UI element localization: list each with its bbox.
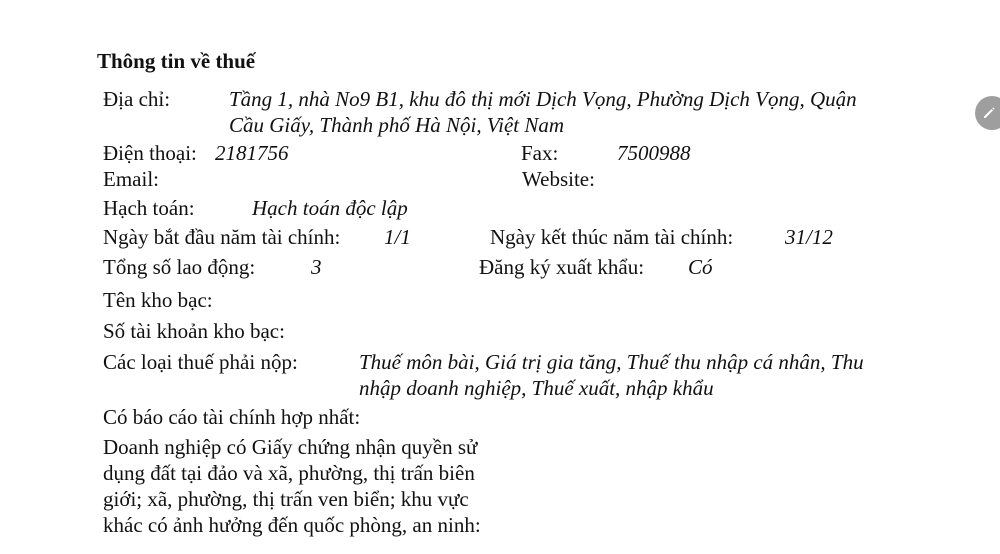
treasury-account-label: Số tài khoản kho bạc:: [103, 319, 285, 343]
address-line-2: Cầu Giấy, Thành phố Hà Nội, Việt Nam: [229, 113, 565, 137]
address-label: Địa chỉ:: [103, 87, 171, 111]
phone-label: Điện thoại:: [103, 141, 197, 165]
website-label: Website:: [522, 167, 595, 191]
taxes-line-1: Thuế môn bài, Giá trị gia tăng, Thuế thu nhập cá nhân, Thu: [359, 350, 864, 374]
fiscal-end-label: Ngày kết thúc năm tài chính:: [490, 225, 734, 249]
export-label: Đăng ký xuất khẩu:: [479, 255, 645, 279]
employees-label: Tổng số lao động:: [103, 255, 256, 279]
edit-button[interactable]: [975, 96, 1000, 130]
fiscal-end-value: 31/12: [785, 225, 833, 249]
taxes-line-2: nhập doanh nghiệp, Thuế xuất, nhập khẩu: [359, 376, 714, 400]
land-cert-line-4: khác có ảnh hưởng đến quốc phòng, an ninh:: [103, 513, 481, 537]
accounting-value: Hạch toán độc lập: [252, 196, 408, 220]
land-cert-line-2: dụng đất tại đảo và xã, phường, thị trấn biên: [103, 461, 475, 485]
export-value: Có: [688, 255, 713, 279]
phone-value: 2181756: [215, 141, 289, 165]
accounting-label: Hạch toán:: [103, 196, 195, 220]
taxes-label: Các loại thuế phải nộp:: [103, 350, 298, 374]
land-cert-line-1: Doanh nghiệp có Giấy chứng nhận quyền sử: [103, 435, 478, 459]
employees-value: 3: [311, 255, 322, 279]
treasury-name-label: Tên kho bạc:: [103, 288, 213, 312]
section-title: Thông tin về thuế: [97, 49, 256, 73]
address-line-1: Tầng 1, nhà No9 B1, khu đô thị mới Dịch Vọng, Phường Dịch Vọng, Quận: [229, 87, 857, 111]
fax-value: 7500988: [617, 141, 691, 165]
email-label: Email:: [103, 167, 159, 191]
land-cert-line-3: giới; xã, phường, thị trấn ven biển; khu vực: [103, 487, 469, 511]
fax-label: Fax:: [521, 141, 559, 165]
pencil-icon: [981, 105, 997, 121]
fiscal-start-value: 1/1: [384, 225, 411, 249]
fiscal-start-label: Ngày bắt đầu năm tài chính:: [103, 225, 341, 249]
consolidated-label: Có báo cáo tài chính hợp nhất:: [103, 405, 361, 429]
